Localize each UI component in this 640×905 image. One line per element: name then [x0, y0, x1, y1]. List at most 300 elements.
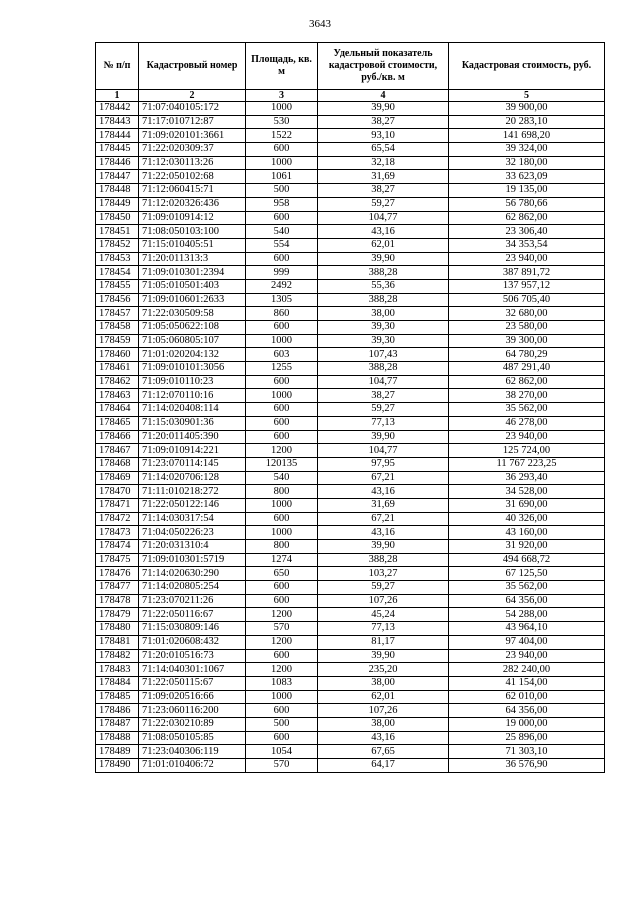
cell-cadastral-value: 67 125,50: [449, 567, 605, 581]
table-row: [96, 156, 605, 170]
cell-unit-value: 45,24: [318, 608, 449, 622]
cell-cadastral-number: 71:05:010501:403: [139, 279, 246, 293]
header-cadastral-number: Кадастровый номер: [139, 43, 246, 90]
cell-cadastral-value: 32 180,00: [449, 156, 605, 170]
cell-row-number: 178475: [96, 553, 139, 567]
cell-cadastral-value: 19 135,00: [449, 184, 605, 198]
table-row: [96, 676, 605, 690]
cell-row-number: 178465: [96, 416, 139, 430]
cell-area: 860: [246, 307, 318, 321]
header-unit-value: Удельный показатель кадастровой стоимости, руб./кв. м: [318, 43, 449, 90]
cell-area: 600: [246, 403, 318, 417]
cell-row-number: 178458: [96, 321, 139, 335]
cell-row-number: 178474: [96, 540, 139, 554]
cell-row-number: 178480: [96, 622, 139, 636]
cell-area: 2492: [246, 279, 318, 293]
table-row: [96, 279, 605, 293]
cell-cadastral-value: 64 356,00: [449, 594, 605, 608]
cell-cadastral-number: 71:14:020408:114: [139, 403, 246, 417]
cell-row-number: 178463: [96, 389, 139, 403]
cell-area: 1000: [246, 389, 318, 403]
cell-area: 1200: [246, 444, 318, 458]
cell-area: 1000: [246, 102, 318, 116]
cell-unit-value: 59,27: [318, 197, 449, 211]
cell-row-number: 178446: [96, 156, 139, 170]
cell-area: 650: [246, 567, 318, 581]
cell-cadastral-value: 43 964,10: [449, 622, 605, 636]
cell-cadastral-number: 71:23:040306:119: [139, 745, 246, 759]
cell-cadastral-number: 71:22:050116:67: [139, 608, 246, 622]
cell-area: 958: [246, 197, 318, 211]
cell-cadastral-value: 64 780,29: [449, 348, 605, 362]
table-row: [96, 334, 605, 348]
cell-row-number: 178455: [96, 279, 139, 293]
cell-row-number: 178484: [96, 676, 139, 690]
cell-cadastral-number: 71:23:070114:145: [139, 457, 246, 471]
cell-area: 1000: [246, 498, 318, 512]
table-row: [96, 553, 605, 567]
cell-cadastral-number: 71:05:050622:108: [139, 321, 246, 335]
cell-cadastral-value: 20 283,10: [449, 115, 605, 129]
cell-row-number: 178466: [96, 430, 139, 444]
cell-cadastral-value: 39 300,00: [449, 334, 605, 348]
cell-area: 540: [246, 471, 318, 485]
cell-cadastral-number: 71:15:010405:51: [139, 238, 246, 252]
table-row: [96, 389, 605, 403]
cell-row-number: 178447: [96, 170, 139, 184]
cell-unit-value: 67,65: [318, 745, 449, 759]
cell-area: 1274: [246, 553, 318, 567]
cell-cadastral-value: 506 705,40: [449, 293, 605, 307]
cell-cadastral-number: 71:20:010516:73: [139, 649, 246, 663]
table-header-row: [96, 43, 605, 90]
cell-unit-value: 65,54: [318, 143, 449, 157]
table-body: [96, 102, 605, 773]
table-row: [96, 348, 605, 362]
cell-unit-value: 64,17: [318, 759, 449, 773]
cell-area: 800: [246, 485, 318, 499]
table-row: [96, 252, 605, 266]
cell-cadastral-value: 387 891,72: [449, 266, 605, 280]
header-area: Площадь, кв. м: [246, 43, 318, 90]
cell-area: 600: [246, 430, 318, 444]
cell-unit-value: 43,16: [318, 731, 449, 745]
table-row: [96, 704, 605, 718]
cell-area: 530: [246, 115, 318, 129]
cell-row-number: 178456: [96, 293, 139, 307]
cell-cadastral-number: 71:12:070110:16: [139, 389, 246, 403]
cell-cadastral-number: 71:20:031310:4: [139, 540, 246, 554]
cell-cadastral-number: 71:14:030317:54: [139, 512, 246, 526]
cell-unit-value: 39,30: [318, 334, 449, 348]
table-row: [96, 102, 605, 116]
cell-area: 1000: [246, 156, 318, 170]
cell-cadastral-number: 71:22:030210:89: [139, 717, 246, 731]
cell-unit-value: 39,90: [318, 540, 449, 554]
cell-area: 1000: [246, 690, 318, 704]
cell-cadastral-number: 71:01:010406:72: [139, 759, 246, 773]
cell-cadastral-value: 38 270,00: [449, 389, 605, 403]
cell-area: 600: [246, 252, 318, 266]
cell-cadastral-value: 71 303,10: [449, 745, 605, 759]
cell-row-number: 178488: [96, 731, 139, 745]
cell-area: 1000: [246, 526, 318, 540]
cell-cadastral-value: 33 623,09: [449, 170, 605, 184]
cell-unit-value: 38,27: [318, 389, 449, 403]
table-row: [96, 457, 605, 471]
table-row: [96, 649, 605, 663]
cell-area: 600: [246, 211, 318, 225]
cell-cadastral-number: 71:20:011405:390: [139, 430, 246, 444]
table-row: [96, 759, 605, 773]
cell-row-number: 178461: [96, 362, 139, 376]
cell-row-number: 178457: [96, 307, 139, 321]
cell-unit-value: 38,00: [318, 307, 449, 321]
table-row: [96, 526, 605, 540]
cell-cadastral-value: 23 580,00: [449, 321, 605, 335]
cell-area: 120135: [246, 457, 318, 471]
cell-unit-value: 39,90: [318, 649, 449, 663]
cell-cadastral-number: 71:09:010301:5719: [139, 553, 246, 567]
cell-cadastral-number: 71:04:050226:23: [139, 526, 246, 540]
cell-cadastral-number: 71:14:020706:128: [139, 471, 246, 485]
cadastral-value-table: [95, 42, 605, 773]
cell-row-number: 178485: [96, 690, 139, 704]
cell-unit-value: 59,27: [318, 581, 449, 595]
cell-cadastral-number: 71:23:060116:200: [139, 704, 246, 718]
table-row: [96, 238, 605, 252]
cell-cadastral-value: 23 940,00: [449, 430, 605, 444]
table-row: [96, 211, 605, 225]
cell-row-number: 178467: [96, 444, 139, 458]
cell-cadastral-value: 35 562,00: [449, 403, 605, 417]
cell-row-number: 178470: [96, 485, 139, 499]
table-row: [96, 540, 605, 554]
cell-cadastral-value: 36 576,90: [449, 759, 605, 773]
cell-unit-value: 93,10: [318, 129, 449, 143]
cell-area: 600: [246, 594, 318, 608]
cell-row-number: 178476: [96, 567, 139, 581]
cell-cadastral-value: 23 306,40: [449, 225, 605, 239]
cell-unit-value: 104,77: [318, 211, 449, 225]
cell-area: 1083: [246, 676, 318, 690]
table-row: [96, 745, 605, 759]
cell-unit-value: 107,26: [318, 594, 449, 608]
cell-row-number: 178479: [96, 608, 139, 622]
table-row: [96, 403, 605, 417]
cell-area: 1522: [246, 129, 318, 143]
cell-area: 600: [246, 704, 318, 718]
cell-cadastral-value: 125 724,00: [449, 444, 605, 458]
cell-unit-value: 39,90: [318, 430, 449, 444]
cell-cadastral-value: 23 940,00: [449, 649, 605, 663]
cell-cadastral-number: 71:05:060805:107: [139, 334, 246, 348]
cell-row-number: 178453: [96, 252, 139, 266]
cell-area: 1255: [246, 362, 318, 376]
cell-cadastral-value: 34 353,54: [449, 238, 605, 252]
table-row: [96, 184, 605, 198]
cell-cadastral-value: 19 000,00: [449, 717, 605, 731]
table-row: [96, 115, 605, 129]
cell-cadastral-number: 71:22:050115:67: [139, 676, 246, 690]
cell-row-number: 178444: [96, 129, 139, 143]
cell-cadastral-value: 64 356,00: [449, 704, 605, 718]
table-row: [96, 512, 605, 526]
table-row: [96, 321, 605, 335]
table-row: [96, 307, 605, 321]
cell-row-number: 178450: [96, 211, 139, 225]
table-row: [96, 690, 605, 704]
cell-area: 570: [246, 622, 318, 636]
cell-row-number: 178451: [96, 225, 139, 239]
cell-area: 1200: [246, 635, 318, 649]
cell-area: 1000: [246, 334, 318, 348]
cell-row-number: 178442: [96, 102, 139, 116]
cell-row-number: 178443: [96, 115, 139, 129]
cell-unit-value: 39,90: [318, 252, 449, 266]
column-number: 1: [96, 90, 139, 102]
cell-cadastral-number: 71:09:010601:2633: [139, 293, 246, 307]
table-row: [96, 663, 605, 677]
table-row: [96, 430, 605, 444]
table-row: [96, 143, 605, 157]
cell-cadastral-number: 71:22:050102:68: [139, 170, 246, 184]
table-row: [96, 375, 605, 389]
cell-cadastral-value: 97 404,00: [449, 635, 605, 649]
cell-cadastral-value: 54 288,00: [449, 608, 605, 622]
cell-row-number: 178449: [96, 197, 139, 211]
cell-row-number: 178486: [96, 704, 139, 718]
cell-unit-value: 31,69: [318, 498, 449, 512]
table-row: [96, 717, 605, 731]
cell-row-number: 178459: [96, 334, 139, 348]
table-row: [96, 581, 605, 595]
cell-cadastral-value: 43 160,00: [449, 526, 605, 540]
cell-unit-value: 107,26: [318, 704, 449, 718]
cell-unit-value: 38,27: [318, 115, 449, 129]
cell-unit-value: 38,00: [318, 717, 449, 731]
cell-cadastral-number: 71:14:040301:1067: [139, 663, 246, 677]
cell-cadastral-number: 71:09:020516:66: [139, 690, 246, 704]
cell-cadastral-number: 71:01:020204:132: [139, 348, 246, 362]
cell-cadastral-value: 46 278,00: [449, 416, 605, 430]
cell-cadastral-value: 62 862,00: [449, 375, 605, 389]
cell-area: 600: [246, 321, 318, 335]
cell-row-number: 178468: [96, 457, 139, 471]
cell-area: 603: [246, 348, 318, 362]
column-number: 2: [139, 90, 246, 102]
table-row: [96, 731, 605, 745]
table-row: [96, 416, 605, 430]
cell-row-number: 178472: [96, 512, 139, 526]
table-row: [96, 485, 605, 499]
cell-cadastral-value: 23 940,00: [449, 252, 605, 266]
cell-unit-value: 55,36: [318, 279, 449, 293]
cell-unit-value: 388,28: [318, 293, 449, 307]
cell-cadastral-value: 11 767 223,25: [449, 457, 605, 471]
cell-area: 1061: [246, 170, 318, 184]
cell-row-number: 178471: [96, 498, 139, 512]
cell-unit-value: 97,95: [318, 457, 449, 471]
cell-unit-value: 62,01: [318, 238, 449, 252]
cell-cadastral-number: 71:14:020630:290: [139, 567, 246, 581]
cell-unit-value: 388,28: [318, 362, 449, 376]
cell-row-number: 178489: [96, 745, 139, 759]
cell-unit-value: 77,13: [318, 416, 449, 430]
cell-unit-value: 67,21: [318, 512, 449, 526]
cell-cadastral-number: 71:22:030509:58: [139, 307, 246, 321]
cell-cadastral-number: 71:07:040105:172: [139, 102, 246, 116]
cell-row-number: 178462: [96, 375, 139, 389]
cell-unit-value: 43,16: [318, 225, 449, 239]
cell-unit-value: 31,69: [318, 170, 449, 184]
cell-unit-value: 388,28: [318, 266, 449, 280]
cell-cadastral-number: 71:12:060415:71: [139, 184, 246, 198]
table-row: [96, 444, 605, 458]
cell-row-number: 178478: [96, 594, 139, 608]
table-row: [96, 170, 605, 184]
table-row: [96, 129, 605, 143]
cell-row-number: 178490: [96, 759, 139, 773]
cell-unit-value: 67,21: [318, 471, 449, 485]
cell-cadastral-value: 39 324,00: [449, 143, 605, 157]
cell-unit-value: 38,00: [318, 676, 449, 690]
cell-unit-value: 32,18: [318, 156, 449, 170]
cell-cadastral-value: 39 900,00: [449, 102, 605, 116]
cell-cadastral-value: 487 291,40: [449, 362, 605, 376]
cell-cadastral-value: 41 154,00: [449, 676, 605, 690]
cell-unit-value: 38,27: [318, 184, 449, 198]
cell-unit-value: 81,17: [318, 635, 449, 649]
cell-cadastral-value: 141 698,20: [449, 129, 605, 143]
page-number: 3643: [309, 18, 331, 30]
cell-cadastral-number: 71:09:010101:3056: [139, 362, 246, 376]
cell-row-number: 178452: [96, 238, 139, 252]
cell-area: 554: [246, 238, 318, 252]
cell-unit-value: 235,20: [318, 663, 449, 677]
cell-area: 1054: [246, 745, 318, 759]
table-row: [96, 498, 605, 512]
cell-cadastral-number: 71:12:020326:436: [139, 197, 246, 211]
table-row: [96, 608, 605, 622]
cell-cadastral-number: 71:15:030809:146: [139, 622, 246, 636]
header-cadastral-value: Кадастровая стоимость, руб.: [449, 43, 605, 90]
cell-cadastral-value: 32 680,00: [449, 307, 605, 321]
cell-area: 600: [246, 581, 318, 595]
cell-cadastral-value: 40 326,00: [449, 512, 605, 526]
cell-unit-value: 43,16: [318, 526, 449, 540]
table-row: [96, 594, 605, 608]
cell-row-number: 178460: [96, 348, 139, 362]
cell-cadastral-value: 34 528,00: [449, 485, 605, 499]
cell-cadastral-number: 71:09:010914:221: [139, 444, 246, 458]
cell-cadastral-number: 71:17:010712:87: [139, 115, 246, 129]
cell-cadastral-value: 35 562,00: [449, 581, 605, 595]
cell-row-number: 178445: [96, 143, 139, 157]
column-number: 3: [246, 90, 318, 102]
cell-row-number: 178454: [96, 266, 139, 280]
cell-row-number: 178469: [96, 471, 139, 485]
cell-row-number: 178483: [96, 663, 139, 677]
cell-row-number: 178464: [96, 403, 139, 417]
table-row: [96, 362, 605, 376]
cell-area: 600: [246, 649, 318, 663]
cell-cadastral-value: 62 862,00: [449, 211, 605, 225]
column-number: 5: [449, 90, 605, 102]
cell-cadastral-number: 71:14:020805:254: [139, 581, 246, 595]
cell-cadastral-value: 25 896,00: [449, 731, 605, 745]
cell-unit-value: 43,16: [318, 485, 449, 499]
cell-cadastral-number: 71:09:010914:12: [139, 211, 246, 225]
column-number-row: [96, 90, 605, 102]
cell-cadastral-value: 56 780,66: [449, 197, 605, 211]
cell-area: 500: [246, 717, 318, 731]
cell-area: 1305: [246, 293, 318, 307]
cell-area: 600: [246, 416, 318, 430]
cell-row-number: 178481: [96, 635, 139, 649]
cell-row-number: 178448: [96, 184, 139, 198]
cell-area: 1200: [246, 663, 318, 677]
table-row: [96, 197, 605, 211]
cell-unit-value: 59,27: [318, 403, 449, 417]
cell-unit-value: 107,43: [318, 348, 449, 362]
cell-cadastral-number: 71:23:070211:26: [139, 594, 246, 608]
cell-cadastral-value: 31 690,00: [449, 498, 605, 512]
column-number: 4: [318, 90, 449, 102]
cell-area: 600: [246, 731, 318, 745]
cell-area: 540: [246, 225, 318, 239]
cell-area: 600: [246, 512, 318, 526]
cell-area: 600: [246, 143, 318, 157]
cell-row-number: 178487: [96, 717, 139, 731]
cell-cadastral-value: 137 957,12: [449, 279, 605, 293]
cell-area: 999: [246, 266, 318, 280]
cell-unit-value: 39,30: [318, 321, 449, 335]
cell-cadastral-value: 31 920,00: [449, 540, 605, 554]
cell-unit-value: 62,01: [318, 690, 449, 704]
cell-unit-value: 104,77: [318, 444, 449, 458]
cell-unit-value: 39,90: [318, 102, 449, 116]
cell-area: 800: [246, 540, 318, 554]
cell-cadastral-number: 71:12:030113:26: [139, 156, 246, 170]
cell-row-number: 178473: [96, 526, 139, 540]
cell-cadastral-value: 282 240,00: [449, 663, 605, 677]
cell-unit-value: 388,28: [318, 553, 449, 567]
cell-area: 570: [246, 759, 318, 773]
cell-cadastral-number: 71:01:020608:432: [139, 635, 246, 649]
cell-cadastral-value: 36 293,40: [449, 471, 605, 485]
cell-row-number: 178482: [96, 649, 139, 663]
cell-unit-value: 77,13: [318, 622, 449, 636]
cell-cadastral-number: 71:08:050105:85: [139, 731, 246, 745]
cell-row-number: 178477: [96, 581, 139, 595]
cell-cadastral-number: 71:09:020101:3661: [139, 129, 246, 143]
cell-cadastral-number: 71:09:010110:23: [139, 375, 246, 389]
table-row: [96, 635, 605, 649]
cell-cadastral-number: 71:08:050103:100: [139, 225, 246, 239]
cell-cadastral-number: 71:22:020309:37: [139, 143, 246, 157]
cell-unit-value: 104,77: [318, 375, 449, 389]
table-row: [96, 225, 605, 239]
table-row: [96, 471, 605, 485]
cell-cadastral-number: 71:09:010301:2394: [139, 266, 246, 280]
table-row: [96, 293, 605, 307]
cell-area: 500: [246, 184, 318, 198]
header-row-number: № п/п: [96, 43, 139, 90]
cell-area: 600: [246, 375, 318, 389]
table-row: [96, 266, 605, 280]
cell-unit-value: 103,27: [318, 567, 449, 581]
